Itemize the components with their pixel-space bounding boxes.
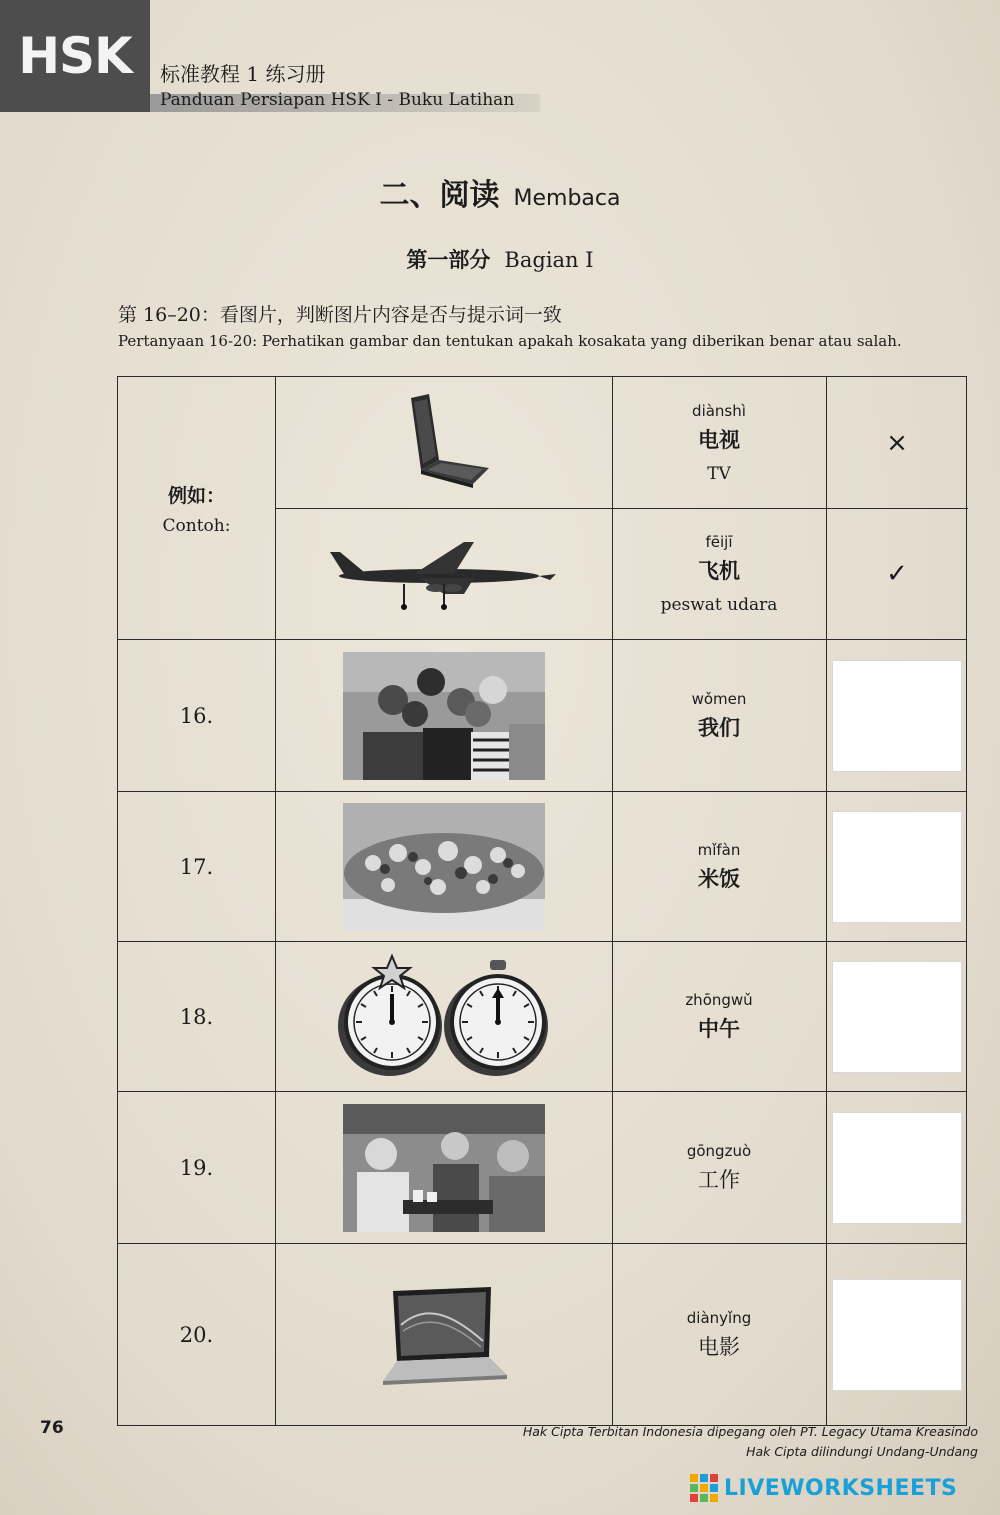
instructions-id: Pertanyaan 16-20: Perhatikan gambar dan tentukan apakah kosakata yang diberikan benar atau salah. (118, 332, 902, 350)
section-title-cn: 二、阅读 (379, 178, 500, 213)
question-number: 18. (179, 1004, 214, 1029)
example-label-cn: 例如： (167, 484, 225, 507)
cross-mark: × (886, 427, 908, 458)
hanzi: 中午 (698, 1015, 740, 1041)
answer-box-20[interactable] (832, 1279, 962, 1391)
question-row-17 (118, 791, 966, 941)
hanzi: 电视 (698, 426, 740, 452)
hanzi: 飞机 (698, 558, 740, 583)
liveworksheets-logo (690, 1470, 990, 1506)
example-label-id: Contoh: (162, 515, 231, 536)
picture-cell (275, 942, 612, 1091)
copyright-notice (523, 1422, 978, 1462)
answer-cell (826, 942, 968, 1091)
word-cell (612, 640, 826, 791)
question-row-19 (118, 1091, 966, 1243)
question-row-20 (118, 1243, 966, 1425)
laptop-icon (389, 388, 499, 498)
page-number: 76 (40, 1418, 64, 1438)
meaning: TV (707, 463, 731, 484)
part-title-cn: 第一部分 (406, 247, 491, 272)
picture-cell (275, 377, 612, 508)
pinyin: mǐfàn (697, 840, 741, 859)
question-number: 20. (179, 1322, 214, 1347)
hanzi: 工作 (698, 1167, 740, 1192)
answer-cell (826, 1092, 968, 1243)
answer-box-17[interactable] (832, 811, 962, 923)
hanzi: 米饭 (698, 865, 740, 891)
question-table (117, 376, 967, 1426)
word-cell (612, 1244, 826, 1425)
part-title (0, 244, 1000, 274)
table-divider (275, 377, 276, 1425)
picture-cell (275, 1092, 612, 1243)
picture-cell (275, 1244, 612, 1425)
hanzi: 电影 (698, 1334, 740, 1359)
two-clocks-icon (334, 952, 554, 1082)
question-row-18 (118, 941, 966, 1091)
example-row (275, 508, 968, 639)
word-cell (612, 942, 826, 1091)
answer-cell (826, 640, 968, 791)
copyright-line-2: Hak Cipta dilindungi Undang-Undang (746, 1444, 978, 1459)
pinyin: wǒmen (691, 689, 747, 708)
answer-box-19[interactable] (832, 1112, 962, 1224)
hsk-badge: HSK (0, 0, 150, 112)
picture-cell (275, 640, 612, 791)
pinyin: diànyǐng (686, 1308, 752, 1327)
word-cell (612, 792, 826, 941)
part-title-id: Bagian Ⅰ (504, 248, 594, 272)
instructions-cn: 第 16–20：看图片，判断图片内容是否与提示词一致 (118, 304, 562, 326)
question-number: 19. (179, 1155, 214, 1180)
picture-cell (275, 792, 612, 941)
airplane-icon (324, 534, 564, 614)
pinyin: zhōngwǔ (685, 990, 753, 1009)
book-subtitle: Panduan Persiapan HSK I - Buku Latihan (160, 90, 515, 110)
section-title (0, 170, 1000, 214)
meaning: peswat udara (660, 595, 778, 615)
example-row (118, 377, 966, 508)
table-divider (612, 377, 613, 1425)
answer-cell (826, 509, 968, 639)
watermark-text: LIVEWORKSHEETS (724, 1475, 958, 1501)
group-people-photo (343, 652, 545, 780)
pinyin: fēijī (705, 533, 733, 551)
pinyin: gōngzuò (686, 1141, 752, 1160)
check-mark: ✓ (886, 559, 908, 589)
pinyin: diànshì (692, 401, 746, 420)
word-cell (612, 377, 826, 508)
answer-cell (826, 1244, 968, 1425)
word-cell (612, 1092, 826, 1243)
section-title-id: Membaca (513, 186, 621, 211)
question-number: 16. (179, 703, 214, 728)
laptop-screen-photo (379, 1285, 509, 1385)
table-divider (826, 377, 827, 1425)
question-number: 17. (179, 854, 214, 879)
answer-box-16[interactable] (832, 660, 962, 772)
question-row-16 (118, 639, 966, 791)
logo-squares-icon (690, 1474, 718, 1502)
copyright-line-1: Hak Cipta Terbitan Indonesia dipegang oleh PT. Legacy Utama Kreasindo (522, 1424, 978, 1439)
answer-box-18[interactable] (832, 961, 962, 1073)
picture-cell (275, 509, 612, 639)
hanzi: 我们 (698, 714, 740, 740)
word-cell (612, 509, 826, 639)
rice-dish-photo (343, 803, 545, 931)
answer-cell (826, 792, 968, 941)
book-title: 标准教程 1 练习册 (160, 62, 326, 86)
men-playing-game-photo (343, 1104, 545, 1232)
answer-cell (826, 377, 968, 508)
